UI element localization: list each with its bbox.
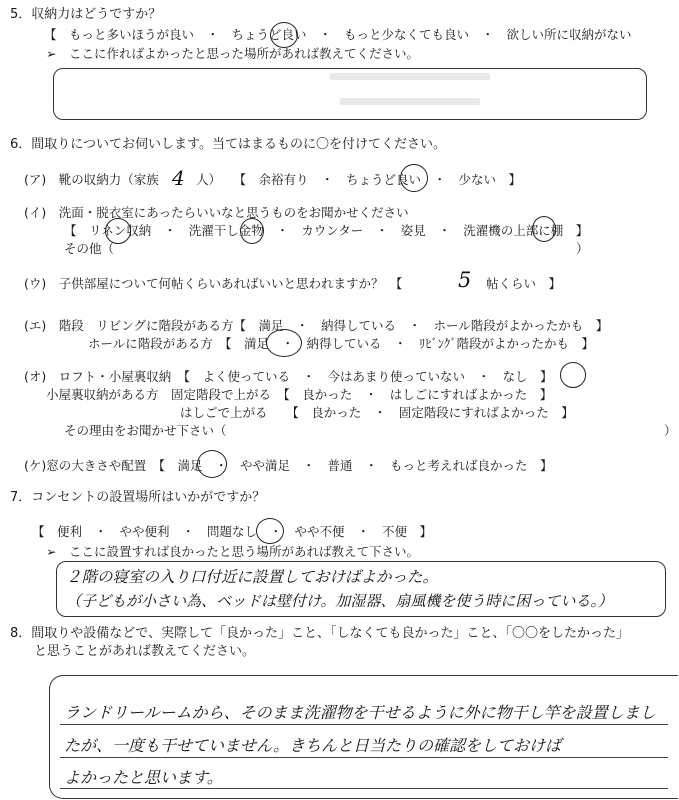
answer-circle-mark: [560, 362, 586, 388]
q5-options: 【 もっと多いほうが良い ・ ちょうど良い ・ もっと少なくても良い ・ 欲しい所に収納がない: [44, 27, 632, 42]
q8-title-line2: と思うことがあれば教えてください。: [34, 644, 256, 659]
answer-circle-mark: [256, 518, 284, 544]
q6-a-family-count: 4: [172, 166, 185, 190]
q7-answer-line2: （子どもが小さい為、ベッドは壁付け。加湿器、扇風機を使う時に困っている。）: [66, 592, 613, 610]
q6-u-rest: 帖くらい 】: [486, 276, 562, 291]
q6-i-label: (イ) 洗面・脱衣室にあったらいいなと思うものをお聞かせください: [24, 205, 409, 220]
q6-e-line1: (エ) 階段 リビングに階段がある方【 満足 ・ 納得している ・ ホール階段がよかったかも 】: [24, 318, 609, 333]
q8-answer-line2: たが、一度も干せていません。きちんと日当たりの確認をしておけば: [64, 736, 561, 755]
q6-i-options: 【 リネン収納 ・ 洗濯干し金物 ・ カウンター ・ 姿見 ・ 洗濯機の上部に棚 】: [64, 223, 589, 238]
answer-underline: [60, 757, 668, 758]
bleed-through-mark: [330, 73, 490, 80]
q6-ke-line: (ケ)窓の大きさや配置 【 満足 ・ やや満足 ・ 普通 ・ もっと考えれば良かった 】: [24, 458, 553, 473]
q6-o-reason-label: その理由をお聞かせ下さい（: [64, 423, 227, 438]
answer-circle-mark: [197, 450, 227, 478]
q8-title: 8．間取りや設備などで、実際して「良かった」こと、「しなくても良かった」こと、「〇〇をしたかった」: [10, 626, 630, 641]
q5-prompt: ➢ ここに作ればよかったと思った場所があれば教えてください。: [46, 46, 419, 61]
q6-o-reason-close: ）: [664, 423, 677, 438]
q6-o-line3: はしごで上がる 【 良かった ・ 固定階段にすればよかった 】: [180, 405, 574, 420]
q7-options: 【 便利 ・ やや便利 ・ 問題なし ・ やや不便 ・ 不便 】: [32, 524, 433, 539]
answer-circle-mark: [240, 218, 264, 244]
answer-circle-mark: [532, 216, 556, 242]
q6-o-line1: (オ) ロフト・小屋裏収納 【 よく使っている ・ 今はあまり使っていない ・ なし 】: [24, 369, 553, 384]
q7-answer-line1: ２階の寝室の入り口付近に設置しておけばよかった。: [66, 568, 439, 586]
q6-u-label: (ウ) 子供部屋について何帖くらいあればいいと思われますか？ 【: [24, 276, 403, 291]
q6-e-line2: ホールに階段がある方 【 満足 ・ 納得している ・ ﾘﾋﾞﾝｸﾞ階段がよかったかも 】: [88, 336, 595, 351]
q6-o-line2: 小屋裏収納がある方 固定階段で上がる 【 良かった ・ はしごにすればよかった 】: [46, 387, 553, 402]
q8-answer-line3: よかったと思います。: [64, 768, 223, 787]
q7-prompt: ➢ ここに設置すれば良かったと思う場所があれば教えて下さい。: [46, 544, 419, 559]
bleed-through-mark: [340, 98, 480, 105]
q7-title: 7．コンセントの設置場所はいかがですか？: [10, 490, 266, 505]
q5-title: 5．収納力はどうですか？: [10, 7, 162, 22]
answer-underline: [60, 724, 668, 725]
q6-i-other-close: ）: [576, 241, 589, 256]
q6-i-other-label: その他（: [64, 241, 115, 256]
q6-u-value: 5: [458, 268, 472, 292]
answer-circle-mark: [400, 164, 428, 192]
q8-answer-line1: ランドリールームから、そのまま洗濯物を干せるように外に物干し竿を設置しまし: [64, 703, 656, 722]
q6-a-options: 人） 【 余裕有り ・ ちょうど良い ・ 少ない 】: [196, 172, 522, 187]
answer-underline: [60, 788, 668, 789]
answer-circle-mark: [270, 22, 298, 48]
q6-a-label: (ア) 靴の収納力（家族: [24, 172, 159, 187]
q6-title: 6．間取りについてお伺いします。当てはまるものに〇を付けてください。: [10, 137, 446, 152]
answer-circle-mark: [266, 329, 302, 357]
